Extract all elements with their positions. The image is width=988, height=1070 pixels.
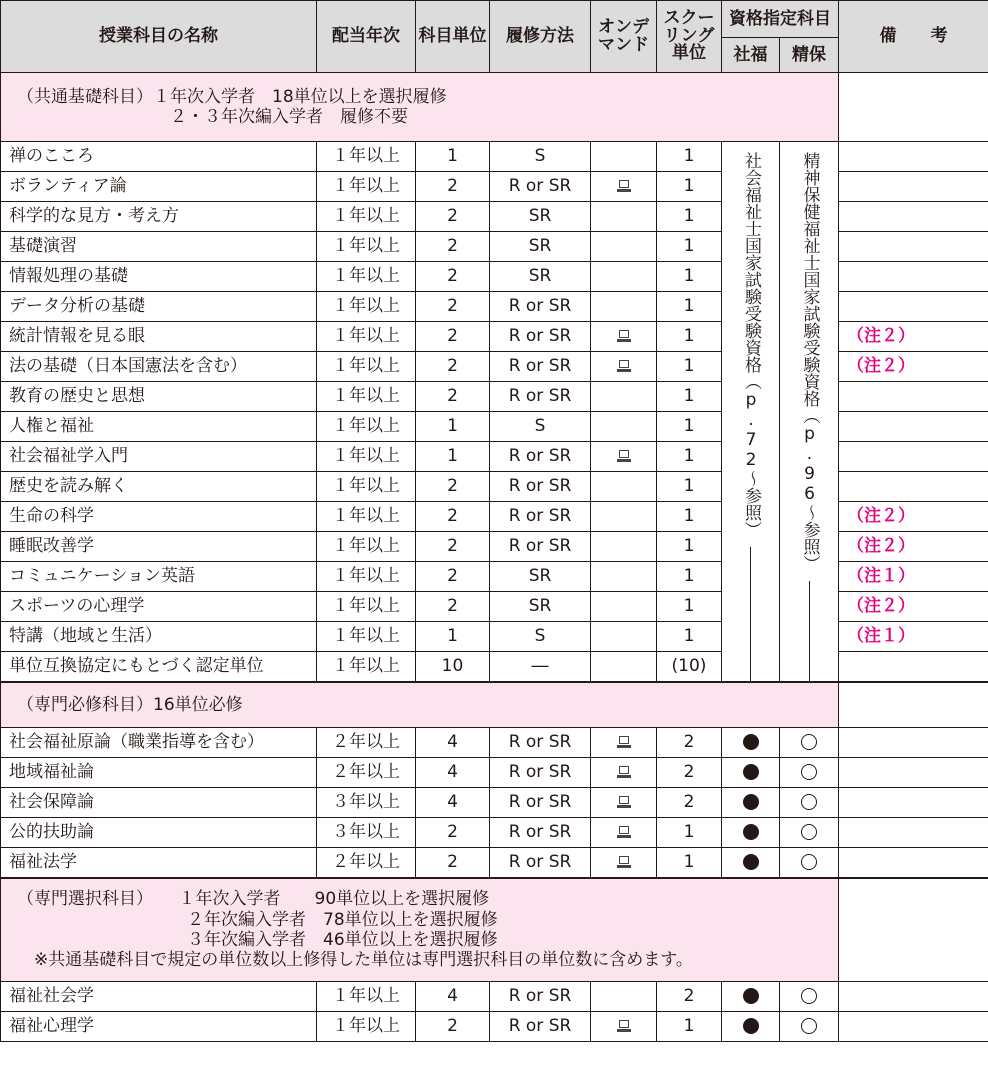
section-remarks-cell xyxy=(839,682,988,728)
course-name: 統計情報を見る眼 xyxy=(1,322,317,352)
course-schooling: 1 xyxy=(657,532,722,562)
open-circle-icon xyxy=(801,824,817,840)
course-year: １年以上 xyxy=(317,502,416,532)
course-method: SR xyxy=(490,262,591,292)
course-note xyxy=(839,1012,988,1042)
course-ondemand xyxy=(591,172,657,202)
header-credits: 科目単位 xyxy=(416,1,490,73)
open-circle-icon xyxy=(801,734,817,750)
table-row xyxy=(1,1012,988,1042)
course-name: データ分析の基礎 xyxy=(1,292,317,322)
course-name: 禅のこころ xyxy=(1,142,317,172)
course-method: R or SR xyxy=(490,472,591,502)
course-note xyxy=(839,232,988,262)
course-method: R or SR xyxy=(490,322,591,352)
course-note xyxy=(839,788,988,818)
course-name: ボランティア論 xyxy=(1,172,317,202)
open-circle-icon xyxy=(801,988,817,1004)
filled-circle-icon xyxy=(743,854,759,870)
course-schooling: 2 xyxy=(657,788,722,818)
course-credits: 1 xyxy=(416,442,490,472)
course-method: R or SR xyxy=(490,818,591,848)
section-common-header: （共通基礎科目）１年次入学者 18単位以上を選択履修 ２・３年次編入学者 履修不要 xyxy=(1,73,839,142)
open-circle-icon xyxy=(801,1018,817,1034)
course-year: １年以上 xyxy=(317,172,416,202)
course-year: １年以上 xyxy=(317,652,416,683)
course-year: ２年以上 xyxy=(317,728,416,758)
table-row xyxy=(1,848,988,879)
course-note: （注２） xyxy=(839,532,988,562)
seiho-mark xyxy=(780,982,839,1012)
shafuku-mark xyxy=(722,818,780,848)
course-note xyxy=(839,172,988,202)
course-year: １年以上 xyxy=(317,442,416,472)
course-method: R or SR xyxy=(490,728,591,758)
table-row xyxy=(1,818,988,848)
course-name: コミュニケーション英語 xyxy=(1,562,317,592)
course-ondemand xyxy=(591,142,657,172)
course-schooling: (10) xyxy=(657,652,722,683)
course-note xyxy=(839,982,988,1012)
course-credits: 2 xyxy=(416,592,490,622)
course-schooling: 1 xyxy=(657,322,722,352)
course-name: 生命の科学 xyxy=(1,502,317,532)
course-ondemand xyxy=(591,352,657,382)
course-schooling: 1 xyxy=(657,412,722,442)
course-name: 社会保障論 xyxy=(1,788,317,818)
course-ondemand xyxy=(591,982,657,1012)
filled-circle-icon xyxy=(743,1018,759,1034)
course-schooling: 1 xyxy=(657,292,722,322)
course-name: 福祉法学 xyxy=(1,848,317,879)
course-year: ３年以上 xyxy=(317,788,416,818)
course-method: R or SR xyxy=(490,788,591,818)
course-year: １年以上 xyxy=(317,352,416,382)
course-schooling: 1 xyxy=(657,172,722,202)
course-year: １年以上 xyxy=(317,262,416,292)
course-year: １年以上 xyxy=(317,292,416,322)
header-qualification: 資格指定科目 xyxy=(722,1,839,38)
table-row xyxy=(1,202,988,232)
pc-icon xyxy=(617,796,631,808)
course-credits: 10 xyxy=(416,652,490,683)
header-method: 履修方法 xyxy=(490,1,591,73)
pc-icon xyxy=(617,330,631,342)
table-row xyxy=(1,352,988,382)
course-schooling: 2 xyxy=(657,728,722,758)
course-credits: 4 xyxy=(416,728,490,758)
course-schooling: 1 xyxy=(657,562,722,592)
course-note xyxy=(839,412,988,442)
course-name: 科学的な見方・考え方 xyxy=(1,202,317,232)
header-course-name: 授業科目の名称 xyxy=(1,1,317,73)
seiho-mark xyxy=(780,788,839,818)
seiho-mark xyxy=(780,758,839,788)
course-name: 基礎演習 xyxy=(1,232,317,262)
course-year: １年以上 xyxy=(317,592,416,622)
arrow-line xyxy=(750,547,751,682)
section-elective-header: （専門選択科目） １年次入学者 90単位以上を選択履修 ２年次編入学者 78単位以上を選択履修 ３年次編入学者 46単位以上を選択履修 ※共通基礎科目で規定の単位数以上修得した単位は専門選択科目の単位数に含めます。 xyxy=(1,878,839,982)
course-method: R or SR xyxy=(490,758,591,788)
course-credits: 2 xyxy=(416,292,490,322)
course-method: R or SR xyxy=(490,172,591,202)
course-ondemand xyxy=(591,758,657,788)
course-credits: 4 xyxy=(416,788,490,818)
course-ondemand xyxy=(591,502,657,532)
table-row xyxy=(1,292,988,322)
pc-icon xyxy=(617,180,631,192)
course-note xyxy=(839,758,988,788)
course-schooling: 2 xyxy=(657,758,722,788)
course-name: 福祉社会学 xyxy=(1,982,317,1012)
table-row xyxy=(1,562,988,592)
course-credits: 1 xyxy=(416,142,490,172)
course-method: S xyxy=(490,622,591,652)
course-ondemand xyxy=(591,292,657,322)
course-ondemand xyxy=(591,202,657,232)
table-row xyxy=(1,442,988,472)
shafuku-mark xyxy=(722,758,780,788)
course-year: １年以上 xyxy=(317,472,416,502)
course-year: ２年以上 xyxy=(317,848,416,879)
header-schooling: スクーリング単位 xyxy=(657,1,722,73)
course-name: 人権と福祉 xyxy=(1,412,317,442)
open-circle-icon xyxy=(801,854,817,870)
course-method: R or SR xyxy=(490,502,591,532)
shafuku-mark xyxy=(722,1012,780,1042)
course-note xyxy=(839,382,988,412)
table-row xyxy=(1,788,988,818)
course-method: SR xyxy=(490,202,591,232)
shafuku-mark xyxy=(722,982,780,1012)
course-credits: 2 xyxy=(416,172,490,202)
pc-icon xyxy=(617,450,631,462)
course-method: R or SR xyxy=(490,382,591,412)
course-name: 公的扶助論 xyxy=(1,818,317,848)
course-credits: 4 xyxy=(416,982,490,1012)
course-year: ３年以上 xyxy=(317,818,416,848)
course-ondemand xyxy=(591,442,657,472)
course-credits: 2 xyxy=(416,848,490,879)
course-note xyxy=(839,472,988,502)
course-schooling: 1 xyxy=(657,142,722,172)
table-row xyxy=(1,232,988,262)
course-schooling: 1 xyxy=(657,502,722,532)
course-method: R or SR xyxy=(490,292,591,322)
curriculum-body xyxy=(1,73,988,1042)
course-ondemand xyxy=(591,592,657,622)
filled-circle-icon xyxy=(743,988,759,1004)
course-credits: 2 xyxy=(416,352,490,382)
course-ondemand xyxy=(591,788,657,818)
course-method: R or SR xyxy=(490,982,591,1012)
course-name: 睡眠改善学 xyxy=(1,532,317,562)
course-year: １年以上 xyxy=(317,382,416,412)
header-seiho: 精保 xyxy=(780,38,839,73)
course-schooling: 1 xyxy=(657,352,722,382)
course-name: 社会福祉学入門 xyxy=(1,442,317,472)
header-shafuku: 社福 xyxy=(722,38,780,73)
course-name: 特講（地域と生活） xyxy=(1,622,317,652)
table-row xyxy=(1,322,988,352)
course-note: （注２） xyxy=(839,592,988,622)
filled-circle-icon xyxy=(743,734,759,750)
course-note: （注２） xyxy=(839,502,988,532)
course-name: 福祉心理学 xyxy=(1,1012,317,1042)
course-year: １年以上 xyxy=(317,412,416,442)
course-name: スポーツの心理学 xyxy=(1,592,317,622)
course-note xyxy=(839,142,988,172)
table-row xyxy=(1,652,988,683)
qualification-note-seiho xyxy=(780,142,839,683)
course-schooling: 1 xyxy=(657,202,722,232)
course-year: １年以上 xyxy=(317,142,416,172)
course-ondemand xyxy=(591,382,657,412)
table-row xyxy=(1,728,988,758)
shafuku-mark xyxy=(722,728,780,758)
course-method: R or SR xyxy=(490,352,591,382)
course-note xyxy=(839,728,988,758)
course-credits: 2 xyxy=(416,322,490,352)
section-remarks-cell xyxy=(839,878,988,982)
course-credits: 2 xyxy=(416,232,490,262)
table-row xyxy=(1,982,988,1012)
filled-circle-icon xyxy=(743,824,759,840)
course-credits: 2 xyxy=(416,502,490,532)
filled-circle-icon xyxy=(743,794,759,810)
course-ondemand xyxy=(591,1012,657,1042)
header-year: 配当年次 xyxy=(317,1,416,73)
course-method: R or SR xyxy=(490,442,591,472)
table-row xyxy=(1,172,988,202)
course-note xyxy=(839,262,988,292)
header-remarks: 備 考 xyxy=(839,1,988,73)
seiho-mark xyxy=(780,848,839,879)
course-credits: 2 xyxy=(416,532,490,562)
course-credits: 2 xyxy=(416,562,490,592)
shafuku-mark xyxy=(722,848,780,879)
course-year: １年以上 xyxy=(317,982,416,1012)
course-method: S xyxy=(490,412,591,442)
course-ondemand xyxy=(591,848,657,879)
course-name: 法の基礎（日本国憲法を含む） xyxy=(1,352,317,382)
course-method: SR xyxy=(490,232,591,262)
course-schooling: 1 xyxy=(657,848,722,879)
header-ondemand: オンデマンド xyxy=(591,1,657,73)
course-name: 教育の歴史と思想 xyxy=(1,382,317,412)
course-ondemand xyxy=(591,232,657,262)
course-schooling: 1 xyxy=(657,472,722,502)
arrow-line xyxy=(809,581,810,682)
course-ondemand xyxy=(591,412,657,442)
pc-icon xyxy=(617,736,631,748)
course-note xyxy=(839,292,988,322)
course-year: １年以上 xyxy=(317,562,416,592)
course-note xyxy=(839,442,988,472)
table-row xyxy=(1,592,988,622)
course-method: R or SR xyxy=(490,1012,591,1042)
shafuku-mark xyxy=(722,788,780,818)
course-schooling: 2 xyxy=(657,982,722,1012)
table-row xyxy=(1,412,988,442)
open-circle-icon xyxy=(801,764,817,780)
course-year: １年以上 xyxy=(317,322,416,352)
course-method: SR xyxy=(490,562,591,592)
seiho-mark xyxy=(780,1012,839,1042)
vertical-note-text: 精神保健福祉士国家試験受験資格（p.96〜参照） xyxy=(801,152,818,572)
course-credits: 2 xyxy=(416,202,490,232)
table-row xyxy=(1,532,988,562)
seiho-mark xyxy=(780,728,839,758)
table-row xyxy=(1,472,988,502)
course-ondemand xyxy=(591,622,657,652)
table-row xyxy=(1,262,988,292)
course-note xyxy=(839,652,988,683)
course-schooling: 1 xyxy=(657,818,722,848)
course-note: （注１） xyxy=(839,562,988,592)
course-schooling: 1 xyxy=(657,592,722,622)
course-credits: 2 xyxy=(416,1012,490,1042)
pc-icon xyxy=(617,766,631,778)
course-method: S xyxy=(490,142,591,172)
course-year: ２年以上 xyxy=(317,758,416,788)
course-schooling: 1 xyxy=(657,382,722,412)
course-credits: 1 xyxy=(416,412,490,442)
course-note: （注１） xyxy=(839,622,988,652)
course-schooling: 1 xyxy=(657,232,722,262)
course-method: ― xyxy=(490,652,591,683)
course-credits: 2 xyxy=(416,818,490,848)
course-name: 単位互換協定にもとづく認定単位 xyxy=(1,652,317,683)
course-credits: 4 xyxy=(416,758,490,788)
course-schooling: 1 xyxy=(657,442,722,472)
seiho-mark xyxy=(780,818,839,848)
table-row xyxy=(1,502,988,532)
section-required-header: （専門必修科目）16単位必修 xyxy=(1,682,839,728)
course-schooling: 1 xyxy=(657,1012,722,1042)
course-credits: 1 xyxy=(416,622,490,652)
pc-icon xyxy=(617,826,631,838)
table-row xyxy=(1,622,988,652)
course-year: １年以上 xyxy=(317,232,416,262)
vertical-note-text: 社会福祉士国家試験受験資格（p.72〜参照） xyxy=(742,152,759,538)
course-year: １年以上 xyxy=(317,202,416,232)
course-name: 社会福祉原論（職業指導を含む） xyxy=(1,728,317,758)
course-ondemand xyxy=(591,322,657,352)
course-method: R or SR xyxy=(490,532,591,562)
pc-icon xyxy=(617,360,631,372)
course-name: 地域福祉論 xyxy=(1,758,317,788)
course-year: １年以上 xyxy=(317,1012,416,1042)
course-name: 歴史を読み解く xyxy=(1,472,317,502)
course-year: １年以上 xyxy=(317,532,416,562)
course-credits: 2 xyxy=(416,262,490,292)
filled-circle-icon xyxy=(743,764,759,780)
course-schooling: 1 xyxy=(657,262,722,292)
table-row xyxy=(1,758,988,788)
course-note: （注２） xyxy=(839,352,988,382)
course-method: SR xyxy=(490,592,591,622)
course-ondemand xyxy=(591,562,657,592)
pc-icon xyxy=(617,856,631,868)
course-note: （注２） xyxy=(839,322,988,352)
course-note xyxy=(839,848,988,879)
course-ondemand xyxy=(591,728,657,758)
course-method: R or SR xyxy=(490,848,591,879)
open-circle-icon xyxy=(801,794,817,810)
course-ondemand xyxy=(591,472,657,502)
course-ondemand xyxy=(591,652,657,683)
table-row xyxy=(1,142,988,172)
course-ondemand xyxy=(591,532,657,562)
course-note xyxy=(839,202,988,232)
course-year: １年以上 xyxy=(317,622,416,652)
table-row xyxy=(1,382,988,412)
course-name: 情報処理の基礎 xyxy=(1,262,317,292)
qualification-note-shafuku xyxy=(722,142,780,683)
section-remarks-cell xyxy=(839,73,988,142)
course-credits: 2 xyxy=(416,382,490,412)
pc-icon xyxy=(617,1020,631,1032)
course-note xyxy=(839,818,988,848)
course-ondemand xyxy=(591,818,657,848)
course-schooling: 1 xyxy=(657,622,722,652)
course-credits: 2 xyxy=(416,472,490,502)
course-ondemand xyxy=(591,262,657,292)
